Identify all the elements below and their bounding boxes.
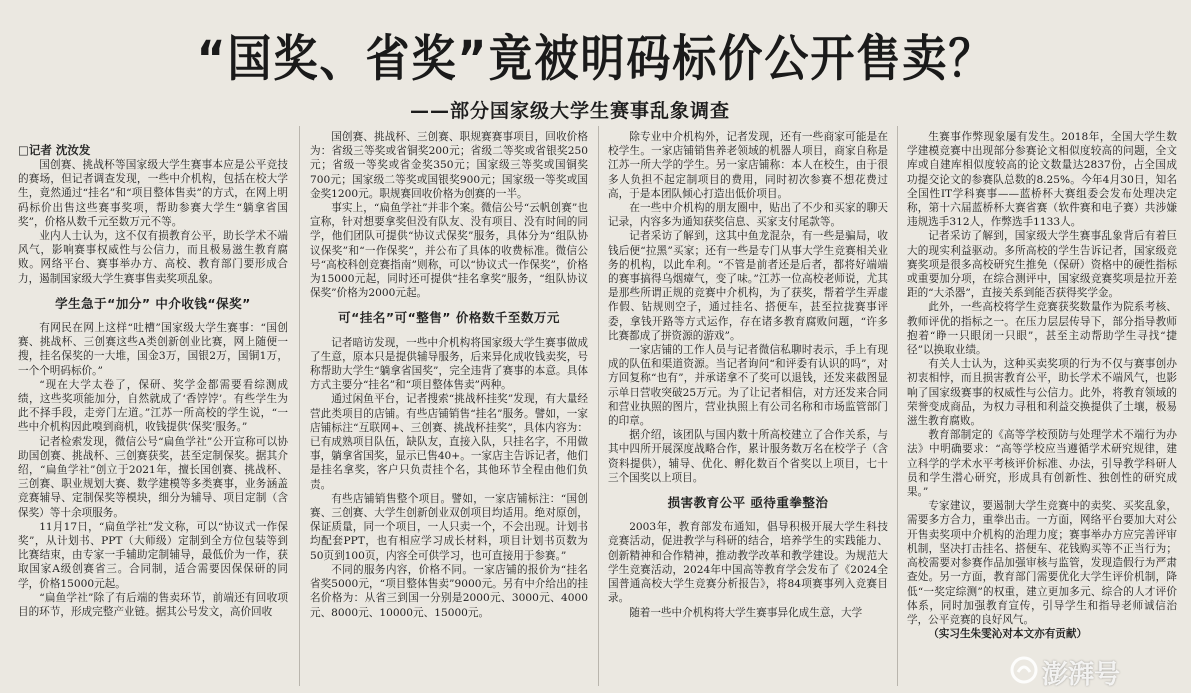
watermark-logo-icon <box>1010 656 1038 684</box>
paragraph: 除专业中介机构外，记者发现，还有一些商家可能是在校学生。一家店铺销售养老领域的机器人项目，商家自称是江苏一所大学的学生。另一家店铺称：本人在校生，由于很多人负担不起定制项目的费用，同时初次参赛不想花费过高，于是本团队倾心打造出低价项目。 <box>608 131 888 200</box>
headline: “国奖、省奖”竟被明码标价公开售卖？ <box>196 30 995 88</box>
article-column-3 <box>608 130 888 686</box>
paragraph: 在一些中介机构的朋友圈中，贴出了不少和买家的聊天记录，内容多为通知获奖信息、买家支付尾款等。 <box>608 202 888 229</box>
paragraph: 随着一些中介机构将大学生赛事异化成生意，大学 <box>629 606 863 619</box>
paragraph: 有关人士认为，这种买卖奖项的行为不仅与赛事创办初衷相悖，而且损害教育公平，助长学术不端风气，也影响了国家级赛事的权威性与公信力。此外，将教育领域的荣誉变成商品，为权力寻租和利益交换提供了土壤，极易滋生教育腐败。 <box>907 358 1177 428</box>
paragraph: 国创赛、挑战杯等国家级大学生赛事本应是公平竞技的赛场，但记者调查发现，一些中介机构，包括在校大学生，竟然通过“挂名”和“项目整体售卖”的方式，在网上明码标价出售这些赛事奖项，帮助参赛大学生“躺拿省国奖”，价格从数千元至数万元不等。 <box>18 159 288 228</box>
paragraph: 11月17日，“扁鱼学社”发文称，可以“协议式一作保奖”，从计划书、PPT（大师级）定制到全方位包装等到比赛结束，由专家一手辅助定制辅导，最低价为一作，获取国家A级创赛省三。合同制，适合需要因保保研的同学，价格15000元起。 <box>18 520 288 590</box>
article-column-4 <box>907 130 1177 686</box>
watermark-text: 澎湃号 <box>1042 660 1121 690</box>
column-divider <box>897 126 898 686</box>
paragraph: 有网民在网上这样“吐槽”国家级大学生赛事：“国创赛、挑战杯、三创赛这些A类创新创业比赛，网上随便一搜，挂名保奖的一大堆，国金3万，国银2万，国铜1万，一个个明码标价。” <box>18 322 288 377</box>
paragraph: 事实上，“扁鱼学社”并非个案。微信公号“云帆创赛”也宣称，针对想要拿奖但没有队友、没有项目、没有时间的同学，他们团队可提供“协议式保奖”服务，具体分为“组队协议保奖”和“一作保奖”，并公布了具体的收费标准。微信公号“高校科创竞赛指南”则称，可以“协议式一作保奖”，价格为15000元起，同时还可提供“挂名拿奖”服务，“组队协议保奖”价格为2000元起。 <box>310 202 588 300</box>
paragraph: 记者检索发现，微信公号“扁鱼学社”公开宣称可以协助国创赛、挑战杯、三创赛获奖，甚至定制保奖。据其介绍，“扁鱼学社”创立于2021年，擅长国创赛、挑战杯、三创赛、职业规划大赛、数学建模等多类赛事，业务涵盖竞赛辅导、定制保奖等模块，细分为辅导、项目定制（含保奖）等十余项服务。 <box>18 435 288 519</box>
section-heading: 损害教育公平 亟待重拳整治 <box>667 495 829 511</box>
paragraph: 有些店铺销售整个项目。譬如，一家店铺标注：“国创赛、三创赛、大学生创新创业双创项目均适用。绝对原创，保证质量，同一个项目，一人只卖一个，不会出现。计划书均配套PPT，也有相应学习成长材料，项目计划书页数为50页到100页，内容全可供学习，也可直接用于参赛。” <box>310 492 588 562</box>
subheadline: ——部分国家级大学生赛事乱象调查 <box>410 100 731 122</box>
paragraph: “扁鱼学社”除了有后端的售卖环节，前端还有回收项目的环节，形成完整产业链。据其公号发文，高价回收 <box>18 591 288 619</box>
byline: □记者 沈汝发 <box>18 143 91 157</box>
section-heading: 学生急于“加分” 中介收钱“保奖” <box>55 295 251 311</box>
paragraph: 2003年，教育部发布通知，倡导积极开展大学生科技竞赛活动，促进教学与科研的结合，培养学生的实践能力、创新精神和合作精神，推动教学改革和教学建设。为规范大学生竞赛活动，2024年中国高等教育学会发布了《2024全国普通高校大学生竞赛分析报告》，将84项赛事列入竞赛目录。 <box>608 521 888 605</box>
paragraph: 记者采访了解到，国家级大学生赛事乱象背后有着巨大的现实利益驱动。多所高校的学生告诉记者，国家级竞赛奖项是很多高校研究生推免（保研）资格中的硬性指标或重要加分项，在综合测评中，国家级竞赛奖项是拉开差距的“大杀器”，直接关系到能否获得奖学金。 <box>907 230 1177 300</box>
section-heading: 可“挂名”可“整售” 价格数千至数万元 <box>338 310 560 326</box>
paragraph: 一家店铺的工作人员与记者微信私聊时表示，手上有现成的队伍和渠道资源。当记者询问“和评委有认识的吗”，对方回复称“也有”，并承诺拿不了奖可以退钱，还发来截图显示单日营收突破25万元。为了让记者相信，对方还发来合同和营业执照的图片，营业执照上有公司名称和市场监管部门的印章。 <box>608 344 888 428</box>
paragraph: 专家建议，要遏制大学生竞赛中的卖奖、买奖乱象，需要多方合力，重拳出击。一方面，网络平台要加大对公开售卖奖项中介机构的治理力度；赛事举办方应完善评审机制，坚决打击挂名、搭便车、花钱购买等不正当行为；高校需要对参赛作品加强审核与监管，发现造假行为严肃查处。另一方面，教育部门需要优化大学生评价机制，降低“一奖定综测”的权重，建立更加多元、综合的人才评价体系，同时加强教育宣传，引导学生和指导老师诚信治学，公平竞赛的良好风气。 <box>907 500 1177 626</box>
paragraph: 不同的服务内容，价格不同。一家店铺的报价为“挂名省奖5000元，“项目整体售卖”9000元。另有中介给出的挂名价格为：从省三到国一分别是2000元、3000元、4000元、8000元、10000元、15000元。 <box>310 563 588 619</box>
paragraph: 生赛事作弊现象屡有发生。2018年，全国大学生数学建模竞赛中出现部分参赛论文相似度较高的问题，全文库或自建库相似度较高的论文数量达2837份，占全国成功提交论文的参赛队总数的8.25%。今年4月30日，知名全国性IT学科赛事——蓝桥杯大赛组委会发布处理决定称，第十六届蓝桥杯大赛省赛（软件赛和电子赛）共涉嫌违规选手312人，作弊选手1133人。 <box>907 131 1177 229</box>
paragraph: 国创赛、挑战杯、三创赛、职规赛赛事项目，回收价格为：省级三等奖或省铜奖200元；省级二等奖或省银奖250元；省级一等奖或省金奖350元；国家级三等奖或国铜奖700元；国家级二等奖或国银奖900元；国家级一等奖或国金奖1200元。职规赛回收价格为创赛的一半。 <box>310 131 588 200</box>
paragraph: 记者采访了解到，这其中鱼龙混杂，有一些是骗局，收钱后便“拉黑”买家；还有一些是专门从事大学生竞赛相关业务的机构，以此牟利。“不管是前者还是后者，都将好端端的赛事搞得乌烟瘴气，变了味。”江苏一位高校老师说，尤其是那些所谓正规的竞赛中介机构，为了获奖，帮着学生弄虚作假、钻规则空子，通过挂名、搭便车，甚至拉拢赛事评委，拿钱开路等方式运作，存在诸多教育腐败问题，“许多比赛都成了拼资源的游戏”。 <box>608 230 888 342</box>
paragraph: “现在大学太卷了，保研、奖学金都需要看综测成绩，这些奖项能加分，自然就成了‘香饽饽’。有些学生为此不择手段，走旁门左道。”江苏一所高校的学生说，“一些中介机构因此嗅到商机，收钱提供‘保奖’服务。” <box>18 378 288 434</box>
paragraph: 业内人士认为，这不仅有损教育公平，助长学术不端风气，影响赛事权威性与公信力，而且极易滋生教育腐败。网络平台、赛事举办方、高校、教育部门要形成合力，遏制国家级大学生赛事售卖奖项乱象。 <box>18 230 288 285</box>
paragraph: 此外，一些高校将学生竞赛获奖数量作为院系考核、教师评优的指标之一。在压力层层传导下，部分指导教师抱着“睁一只眼闭一只眼”，甚至主动帮助学生寻找“捷径”以换取业绩。 <box>907 301 1177 357</box>
paragraph: 据介绍，该团队与国内数十所高校建立了合作关系，与其中四所开展深度战略合作，累计服务数万名在校学子（含资料提供），辅导、优化、孵化数百个省奖以上项目，七十三个国奖以上项目。 <box>608 429 888 484</box>
column-divider <box>598 126 599 686</box>
contributor-note: （实习生朱雯沁对本文亦有贡献） <box>928 628 1088 641</box>
column-divider <box>299 126 300 686</box>
paragraph: 教育部制定的《高等学校预防与处理学术不端行为办法》中明确要求：“高等学校应当遵循学术研究规律，建立科学的学术水平考核评价标准、办法，引导教学科研人员和学生潜心研究，形成具有创新性、独创性的研究成果。” <box>907 429 1177 499</box>
paragraph: 通过闲鱼平台，记者搜索“挑战杯挂奖”发现，有大量经营此类项目的店铺。有些店铺销售“挂名”服务。譬如，一家店铺标注“互联网+、三创赛、挑战杯挂奖”，具体内容为：已有成熟项目队伍，缺队友，直接入队，只挂名字，不用做事，躺拿省国奖，显示已售40+。一家店主告诉记者，他们是挂名拿奖，客户只负责挂个名，其他环节全程由他们负责。 <box>310 393 588 491</box>
article-column-2 <box>310 130 588 686</box>
article-column-1 <box>18 158 288 686</box>
paragraph: 记者暗访发现，一些中介机构将国家级大学生赛事做成了生意，原本只是提供辅导服务，后来异化成收钱卖奖，号称帮助大学生“躺拿省国奖”，完全违背了赛事的本意。具体方式主要分“挂名”和“项目整体售卖”两种。 <box>310 336 588 392</box>
